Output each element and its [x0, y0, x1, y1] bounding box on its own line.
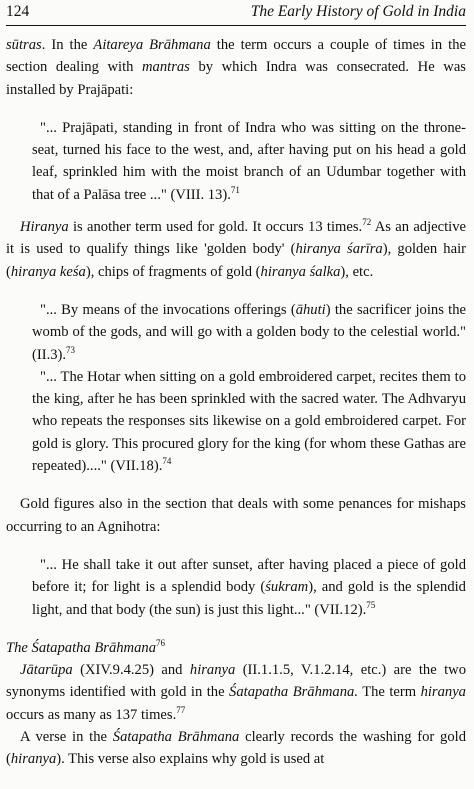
running-title: The Early History of Gold in India [250, 3, 466, 20]
footnote-ref: 71 [230, 184, 240, 195]
paragraph-hiranya: Hiranya is another term used for gold. It occurs 13 times.$^{72}$ As an adjective it is used to qualify things like 'golden body' (hiranya śarīra), golden hair (hiranya keśa), chips of fragments of gold (hiranya śalka), etc. [6, 217, 466, 280]
footnote-ref: 76 [156, 637, 165, 648]
paragraph-aitareya: sūtras. In the Aitareya Brāhmana the term occurs a couple of times in the section dealing with mantras by which Indra was consecrated. He was installed by Prajāpati: [6, 37, 466, 98]
footnote-ref: 73 [66, 344, 76, 355]
section-heading: The Śatapatha Brāhmana$^{76}$ [6, 637, 165, 656]
block-quote-invocations: "... By means of the invocations offerings (āhuti) the sacrificer joins the womb of the gods, and will go with a golden body to the celestial world." (II.3).$^{73}$ "... The Hotar when sitting on a gold embroidered carpet, recites them to the king, after he has been sprinkled with the sacred water. The Adhvaryu who repeats the responses sits likewise on a gold embroidered carpet. For gold is glory. This procured glory for the king (for whom these Gathas are repeated)...." (VII.18).$^{74}$ [6, 299, 466, 477]
paragraph-penances: Gold figures also in the section that deals with some penances for mishaps occurring to an Agnihotra: [6, 496, 466, 535]
paragraph-washing: A verse in the Śatapatha Brāhmana clearly records the washing for gold (hiranya). This verse also explains why gold is used at [6, 729, 467, 768]
page-body [6, 34, 466, 771]
footnote-ref: 75 [366, 599, 376, 610]
paragraph-synonyms: Jātarūpa (XIV.9.4.25) and hiranya (II.1.1.5, V.1.2.14, etc.) are the two synonyms identified with gold in the Śatapatha Brāhmana. The term hiranya occurs as many as 137 times.$^{77}$ [6, 662, 466, 723]
footnote-ref: 77 [176, 704, 186, 715]
block-quote-hotar: "... The Hotar when sitting on a gold embroidered carpet, recites them to the king, after he has been sprinkled with the sacred water. The Adhvaryu who repeats the responses sits likewise on a gold embroidered carpet. For gold is glory. This procured glory for the king (for whom these Gathas are repeated)...." (VII.18).$^{74}$ [32, 368, 466, 475]
page-number: 124 [6, 3, 30, 20]
footnote-ref: 74 [162, 456, 172, 467]
footnote-ref: 72 [362, 217, 372, 228]
block-quote-prajapati: "... Prajāpati, standing in front of Indra who was sitting on the throne-seat, turned his face to the west, and, after having put on his head a gold leaf, sprinkled him with the moist branch of an Udumbar together with that of a Palāsa tree ..." (VIII. 13).$^{71}$ [32, 119, 466, 203]
page-header [6, 1, 466, 26]
block-quote-agnihotra: "... He shall take it out after sunset, after having placed a piece of gold before it; for light is a splendid body (śukram), and gold is the splendid light, and that body (the sun) is just this light..." (VII.12).$^{75}$ [32, 556, 466, 618]
